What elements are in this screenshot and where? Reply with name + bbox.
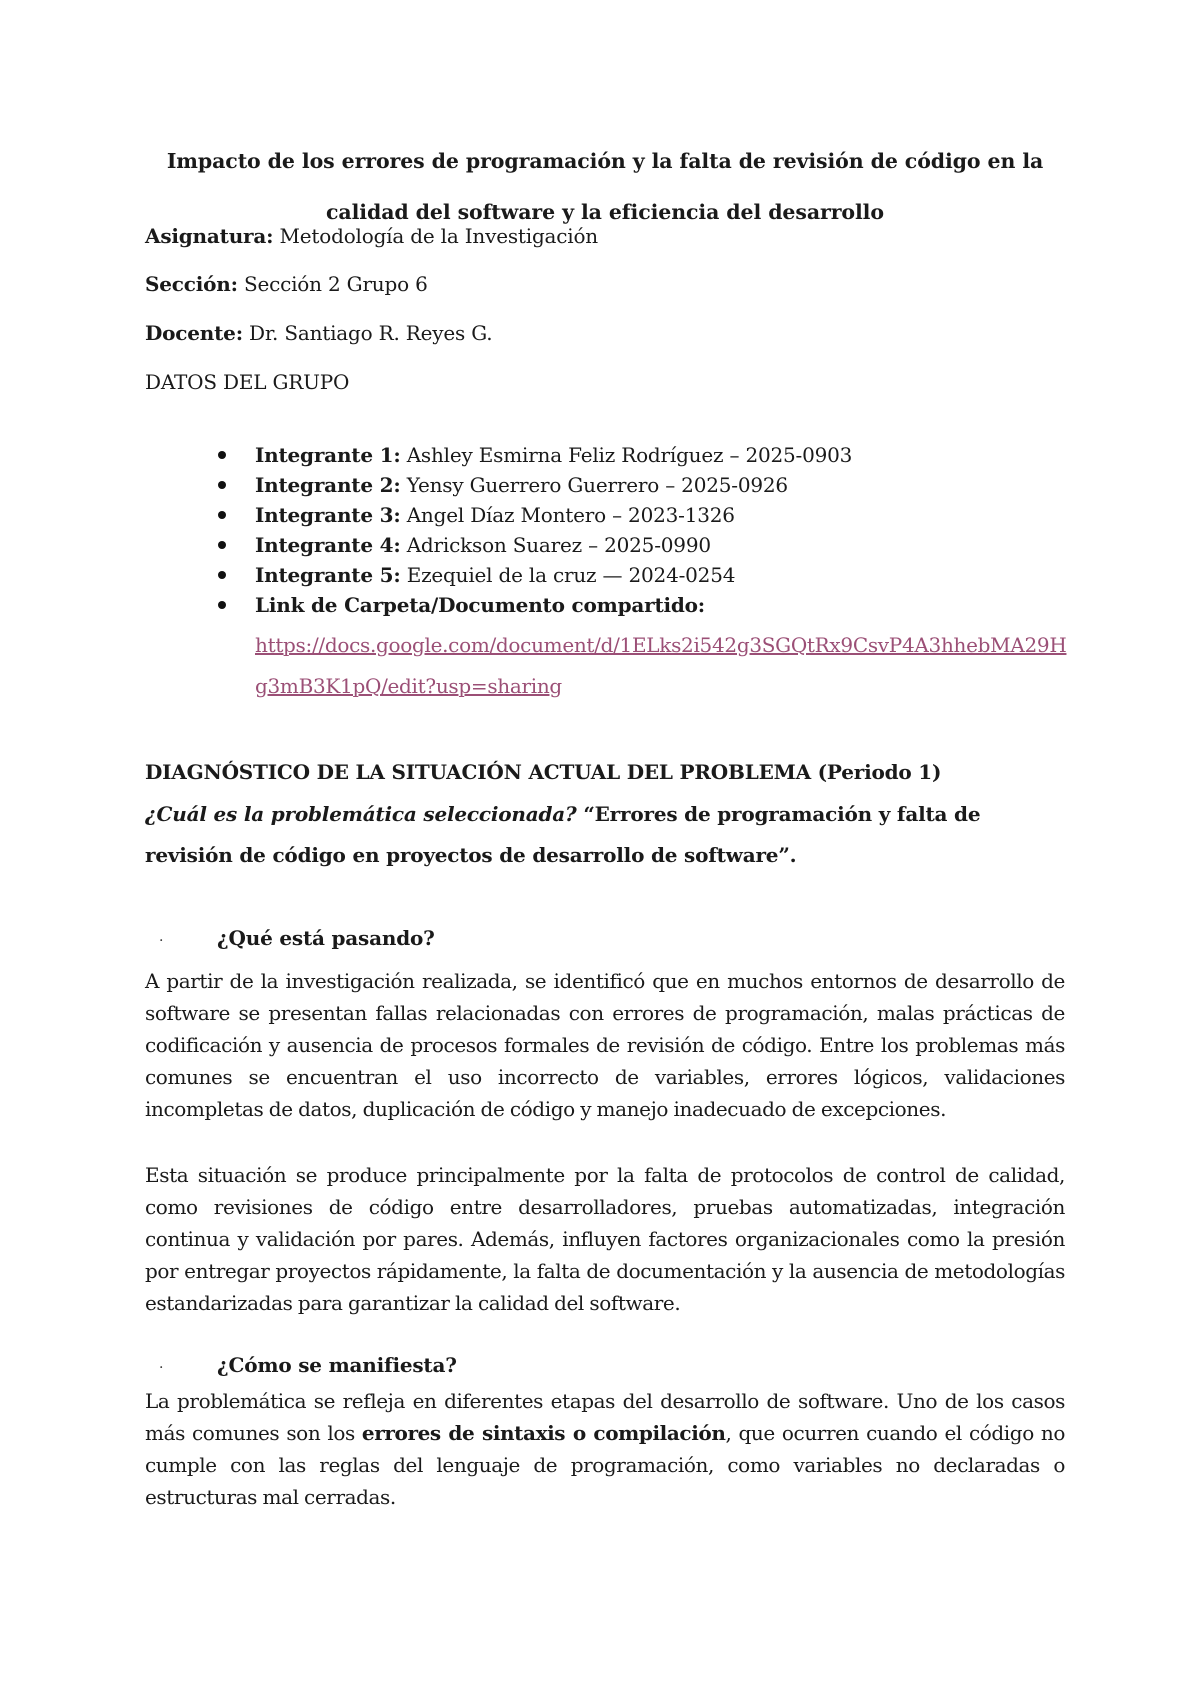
list-item <box>221 530 852 560</box>
document-title: Impacto de los errores de programación y la falta de revisión de código en la calidad del software y la eficiencia del desarrollo <box>166 149 1044 224</box>
section-what-paragraph-1: A partir de la investigación realizada, se identificó que en muchos entornos de desarrollo de software se presentan fallas relacionadas con errores de programación, malas prácticas de codificación y ausencia de procesos formales de revisión de código. Entre los problemas más comunes se encuentran el uso incorrecto de variables, errores lógicos, validaciones incompletas de datos, duplicación de código y manejo inadecuado de excepciones. <box>145 969 1065 1121</box>
seccion-line <box>145 272 428 296</box>
member-label: Integrante 2: <box>255 473 401 497</box>
paragraph-text: , que ocurren cuando el código no cumple con las reglas del lenguaje de programación, como variables no declaradas o estructuras mal cerradas. <box>145 1421 1066 1509</box>
paragraph-text: La problemática se refleja en diferentes etapas del desarrollo de software. Uno de los casos más comunes son los <box>145 1389 1065 1445</box>
group-heading: DATOS DEL GRUPO <box>145 370 350 394</box>
section-how-paragraph <box>145 1385 1065 1513</box>
member-value: Ezequiel de la cruz — 2024-0254 <box>406 563 736 587</box>
member-label: Integrante 5: <box>255 563 401 587</box>
section-heading-text: ¿Cómo se manifiesta? <box>217 1353 457 1377</box>
member-label: Integrante 1: <box>255 443 401 467</box>
problem-answer: “Errores de programación y falta de revisión de código en proyectos de desarrollo de software”. <box>145 802 981 867</box>
seccion-value: Sección 2 Grupo 6 <box>243 272 428 296</box>
list-item <box>221 590 852 620</box>
asignatura-label: Asignatura: <box>145 224 274 248</box>
bullet-icon <box>218 451 226 459</box>
list-item <box>221 500 852 530</box>
section-heading-text: ¿Qué está pasando? <box>217 926 435 950</box>
members-list <box>221 440 852 620</box>
bullet-icon <box>218 601 226 609</box>
list-item <box>221 470 852 500</box>
docente-line <box>145 321 492 345</box>
shared-link-label: Link de Carpeta/Documento compartido: <box>255 593 705 617</box>
bullet-icon <box>218 541 226 549</box>
member-value: Yensy Guerrero Guerrero – 2025-0926 <box>406 473 788 497</box>
diagnosis-heading: DIAGNÓSTICO DE LA SITUACIÓN ACTUAL DEL PROBLEMA (Periodo 1) <box>145 760 942 784</box>
docente-label: Docente: <box>145 321 243 345</box>
section-what-paragraph-2: Esta situación se produce principalmente por la falta de protocolos de control de calidad, como revisiones de código entre desarrolladores, pruebas automatizadas, integración continua y validación por pares. Además, influyen factores organizacionales como la presión por entregar proyectos rápidamente, la falta de documentación y la ausencia de metodologías estandarizadas para garantizar la calidad del software. <box>145 1163 1065 1315</box>
member-label: Integrante 4: <box>255 533 401 557</box>
shared-document-link[interactable]: https://docs.google.com/document/d/1ELks2i542g3SGQtRx9CsvP4A3hhebMA29Hg3mB3K1pQ/edit?usp=sharing <box>255 633 1067 698</box>
bullet-icon: · <box>159 1360 164 1376</box>
docente-value: Dr. Santiago R. Reyes G. <box>249 321 493 345</box>
seccion-label: Sección: <box>145 272 238 296</box>
section-what-heading <box>145 926 435 950</box>
bullet-icon: · <box>159 933 164 949</box>
list-item <box>221 440 852 470</box>
member-value: Ashley Esmirna Feliz Rodríguez – 2025-0903 <box>406 443 853 467</box>
member-label: Integrante 3: <box>255 503 401 527</box>
paragraph-emphasis: errores de sintaxis o compilación <box>361 1421 726 1445</box>
section-how-heading <box>145 1353 457 1377</box>
member-value: Angel Díaz Montero – 2023-1326 <box>406 503 735 527</box>
asignatura-line <box>145 224 598 248</box>
problem-statement <box>145 794 1065 876</box>
bullet-icon <box>218 511 226 519</box>
problem-question: ¿Cuál es la problemática seleccionada? <box>145 802 577 826</box>
list-item <box>221 560 852 590</box>
member-value: Adrickson Suarez – 2025-0990 <box>406 533 711 557</box>
bullet-icon <box>218 481 226 489</box>
asignatura-value: Metodología de la Investigación <box>279 224 598 248</box>
bullet-icon <box>218 571 226 579</box>
